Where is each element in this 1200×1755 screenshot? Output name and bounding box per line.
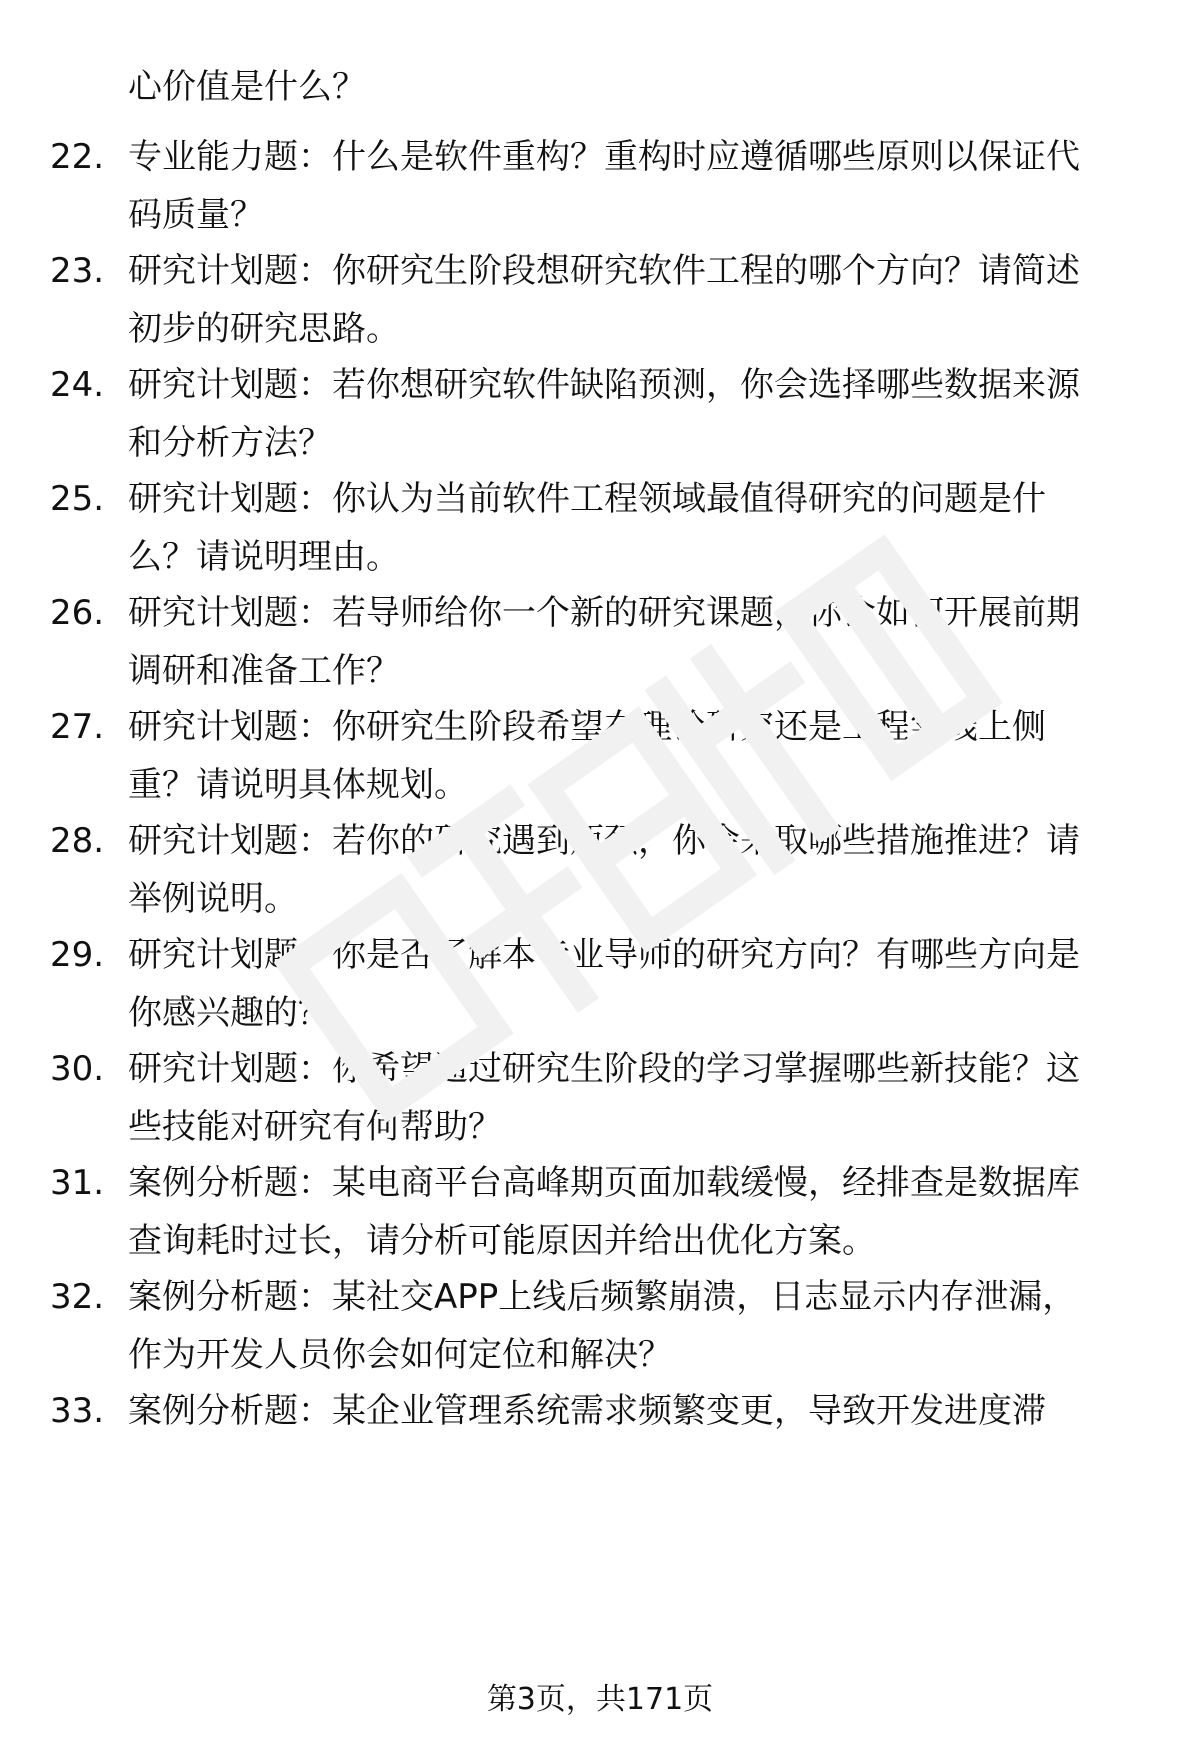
question-number: 22.: [50, 137, 105, 177]
question-text: [128, 698, 1138, 814]
question-number: 31.: [50, 1163, 105, 1203]
question-text: [128, 1268, 1138, 1384]
page-footer: 第3页，共171页: [486, 1682, 714, 1717]
question-number: 30.: [50, 1049, 105, 1089]
question-line: 研究计划题：你研究生阶段希望在理论研究还是工程实践上侧: [128, 707, 1046, 747]
question-line: 专业能力题：什么是软件重构？重构时应遵循哪些原则以保证代: [128, 137, 1080, 177]
question-line: 调研和准备工作？: [128, 651, 400, 691]
question-line: 研究计划题：若你想研究软件缺陷预测，你会选择哪些数据来源: [128, 365, 1080, 405]
question-number: 24.: [50, 365, 105, 405]
question-line: 研究计划题：若你的研究遇到瓶颈，你会采取哪些措施推进？请: [128, 821, 1080, 861]
continuation-line: 心价值是什么？: [128, 67, 366, 107]
question-line: 和分析方法？: [128, 423, 332, 463]
question-line: 举例说明。: [128, 879, 298, 919]
question-number: 29.: [50, 935, 105, 975]
question-text: [128, 812, 1138, 928]
question-number: 23.: [50, 251, 105, 291]
question-line: 作为开发人员你会如何定位和解决？: [128, 1335, 672, 1375]
question-line: 初步的研究思路。: [128, 309, 400, 349]
question-text: [128, 1154, 1138, 1270]
question-line: 研究计划题：你研究生阶段想研究软件工程的哪个方向？请简述: [128, 251, 1080, 291]
question-text: [128, 1040, 1138, 1156]
question-number: 32.: [50, 1277, 105, 1317]
question-line: 研究计划题：你是否了解本专业导师的研究方向？有哪些方向是: [128, 935, 1080, 975]
question-line: 么？请说明理由。: [128, 537, 400, 577]
question-line: 重？请说明具体规划。: [128, 765, 468, 805]
question-text: [128, 584, 1138, 700]
question-number: 25.: [50, 479, 105, 519]
question-number: 28.: [50, 821, 105, 861]
question-line: 案例分析题：某电商平台高峰期页面加载缓慢，经排查是数据库: [128, 1163, 1080, 1203]
question-text: [128, 356, 1138, 472]
question-text: [128, 470, 1138, 586]
question-line: 码质量？: [128, 195, 264, 235]
question-line: 你感兴趣的？: [128, 993, 332, 1033]
question-line: 些技能对研究有何帮助？: [128, 1107, 502, 1147]
question-text: [128, 242, 1138, 358]
question-text: [128, 128, 1138, 244]
question-line: 查询耗时过长，请分析可能原因并给出优化方案。: [128, 1221, 876, 1261]
question-line: 案例分析题：某社交APP上线后频繁崩溃，日志显示内存泄漏，: [128, 1277, 1077, 1317]
question-line: 案例分析题：某企业管理系统需求频繁变更，导致开发进度滞: [128, 1391, 1046, 1431]
question-line: 研究计划题：你认为当前软件工程领域最值得研究的问题是什: [128, 479, 1046, 519]
question-number: 33.: [50, 1391, 105, 1431]
question-line: 研究计划题：若导师给你一个新的研究课题，你会如何开展前期: [128, 593, 1080, 633]
question-number: 26.: [50, 593, 105, 633]
question-number: 27.: [50, 707, 105, 747]
question-line: 研究计划题：你希望通过研究生阶段的学习掌握哪些新技能？这: [128, 1049, 1080, 1089]
question-text: [128, 926, 1138, 1042]
question-text: [128, 1382, 1138, 1440]
